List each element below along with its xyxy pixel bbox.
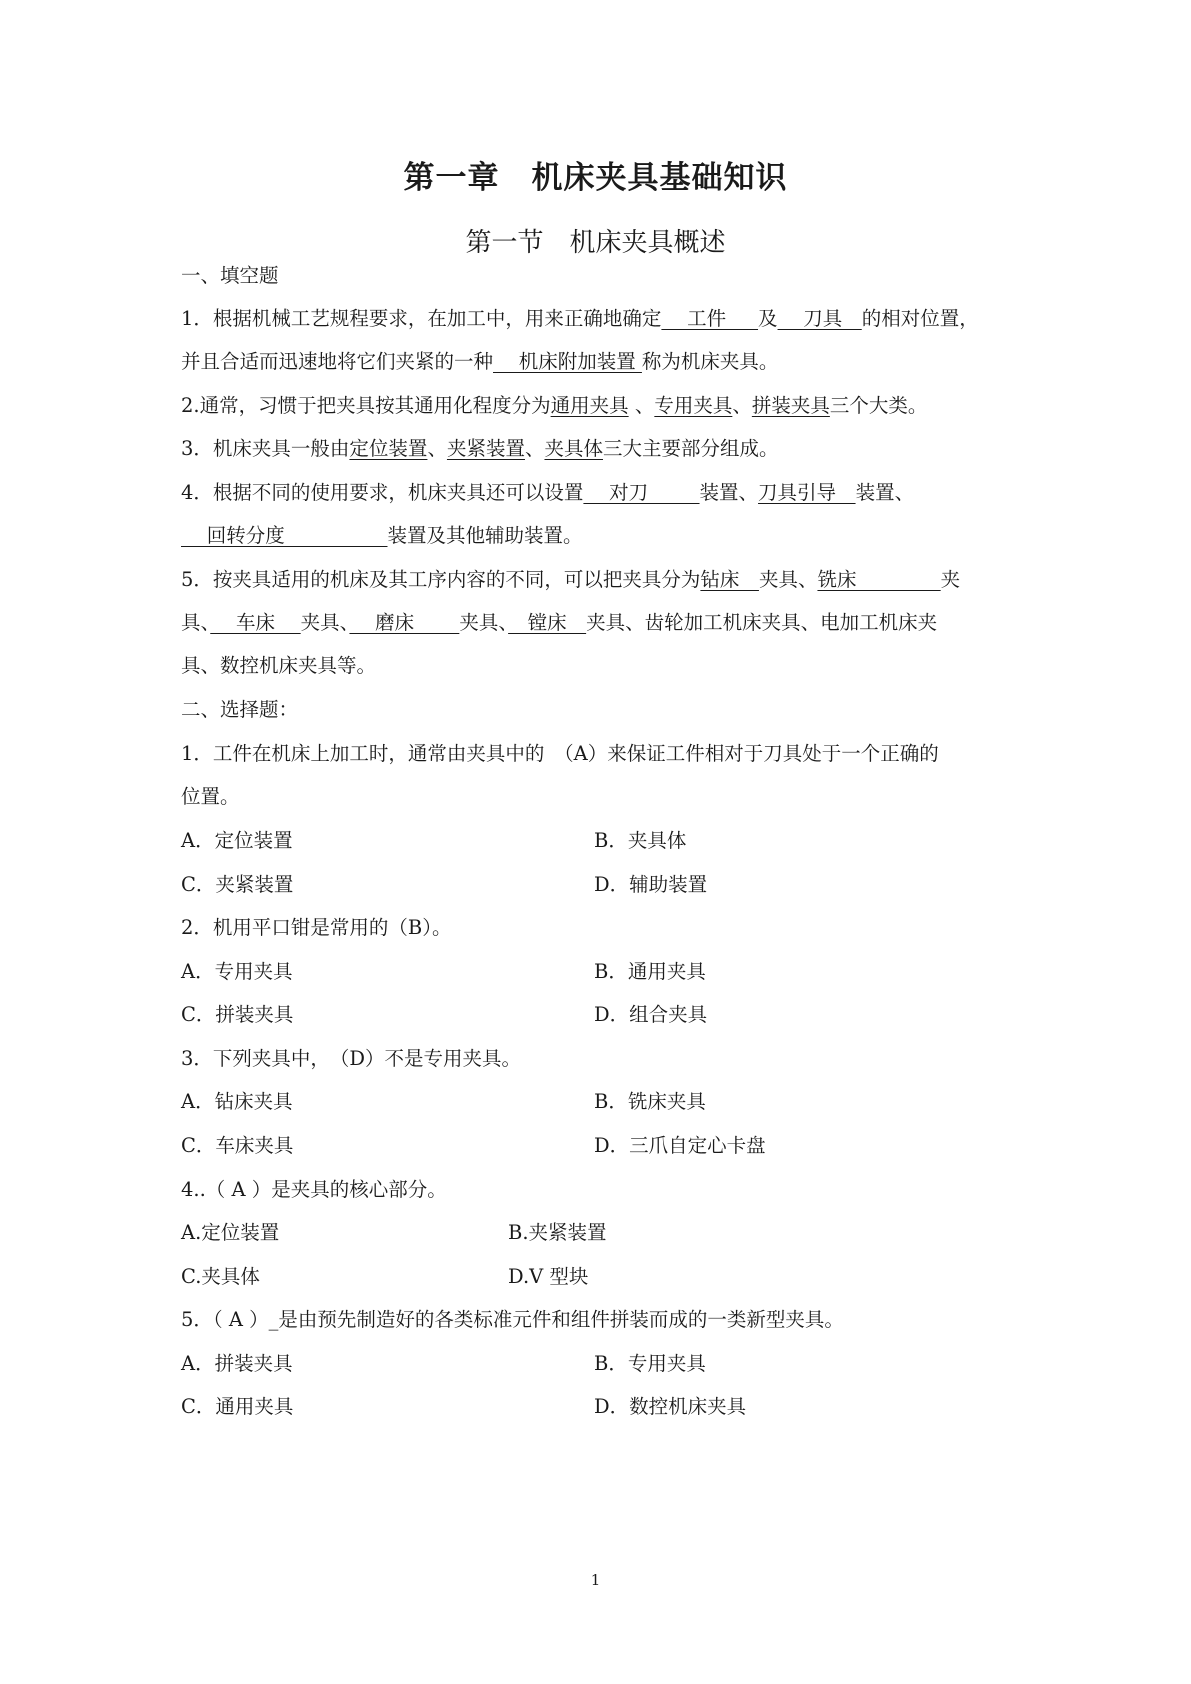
answer-blank: 定位装置 [349, 437, 428, 460]
option-d: D．组合夹具 [594, 1003, 708, 1026]
part2-heading: 二、选择题： [181, 698, 299, 721]
option-a: A．定位装置 [181, 829, 293, 852]
section-title: 第一节 机床夹具概述 [465, 228, 726, 258]
answer-blank: 工件 [661, 307, 759, 330]
page-number: 1 [590, 1571, 601, 1589]
answer-blank: 刀具引导 [758, 481, 856, 504]
option-a: A．专用夹具 [181, 960, 293, 983]
fill-question-3: 3．机床夹具一般由定位装置、夹紧装置、夹具体三大主要部分组成。 [181, 437, 779, 460]
choice-question-1-stem-cont: 位置。 [181, 785, 240, 808]
fill-question-1-line-1: 1．根据机械工艺规程要求，在加工中，用来正确地确定 工件 及 刀具 的相对位置， [181, 307, 979, 330]
chapter-title: 第一章 机床夹具基础知识 [403, 160, 788, 196]
choice-question-4-stem: 4..（ A ）是夹具的核心部分。 [181, 1178, 447, 1201]
fill-question-1-line-2: 并且合适而迅速地将它们夹紧的一种 机床附加装置 称为机床夹具。 [181, 350, 779, 373]
answer-blank: 机床附加装置 [493, 350, 642, 373]
option-c: C．通用夹具 [181, 1395, 294, 1418]
option-d: D．数控机床夹具 [594, 1395, 747, 1418]
answer-blank: 对刀 [583, 481, 700, 504]
option-b: B．铣床夹具 [594, 1090, 706, 1113]
fill-question-5-line-2: 具、 车床 夹具、 磨床 夹具、 镗床 夹具、齿轮加工机床夹具、电加工机床夹 [181, 611, 938, 634]
option-a: A.定位装置 [181, 1221, 280, 1244]
fill-question-5-line-3: 具、数控机床夹具等。 [181, 654, 377, 677]
option-b: B．通用夹具 [594, 960, 706, 983]
option-c: C．拼装夹具 [181, 1003, 294, 1026]
option-c: C.夹具体 [181, 1265, 260, 1288]
option-c: C．车床夹具 [181, 1134, 294, 1157]
fill-question-4-line-2: 回转分度 装置及其他辅助装置。 [181, 524, 583, 547]
fill-question-5-line-1: 5．按夹具适用的机床及其工序内容的不同，可以把夹具分为钻床 夹具、铣床 夹 [181, 568, 961, 591]
answer-blank: 通用夹具 [550, 394, 629, 417]
answer-blank: 回转分度 [181, 524, 388, 547]
choice-question-3-stem: 3．下列夹具中， （D）不是专用夹具。 [181, 1047, 522, 1070]
option-b: B．专用夹具 [594, 1352, 706, 1375]
option-a: A．拼装夹具 [181, 1352, 293, 1375]
option-d: D.V 型块 [508, 1265, 589, 1288]
option-b: B．夹具体 [594, 829, 687, 852]
choice-question-5-stem: 5．（ A ）_是由预先制造好的各类标准元件和组件拼装而成的一类新型夹具。 [181, 1308, 844, 1331]
answer-blank: 夹紧装置 [446, 437, 525, 460]
option-d: D．三爪自定心卡盘 [594, 1134, 766, 1157]
answer-blank: 磨床 [349, 611, 460, 634]
option-b: B.夹紧装置 [508, 1221, 607, 1244]
answer-blank: 拼装夹具 [751, 394, 830, 417]
choice-question-2-stem: 2．机用平口钳是常用的（B）。 [181, 916, 452, 939]
answer-blank: 夹具体 [544, 437, 603, 460]
option-a: A．钻床夹具 [181, 1090, 293, 1113]
answer-blank: 钻床 [700, 568, 759, 591]
answer-blank: 铣床 [817, 568, 941, 591]
fill-question-4-line-1: 4．根据不同的使用要求，机床夹具还可以设置 对刀 装置、刀具引导 装置、 [181, 481, 915, 504]
option-c: C．夹紧装置 [181, 873, 294, 896]
answer-blank: 刀具 [777, 307, 862, 330]
choice-question-1-stem: 1．工件在机床上加工时，通常由夹具中的 （A）来保证工件相对于刀具处于一个正确的 [181, 742, 939, 765]
answer-blank: 镗床 [508, 611, 587, 634]
answer-blank: 车床 [210, 611, 301, 634]
option-d: D．辅助装置 [594, 873, 708, 896]
part1-heading: 一、填空题 [181, 264, 279, 287]
answer-blank: 专用夹具 [654, 394, 733, 417]
fill-question-2: 2.通常，习惯于把夹具按其通用化程度分为通用夹具 、专用夹具、拼装夹具三个大类。 [181, 394, 928, 417]
